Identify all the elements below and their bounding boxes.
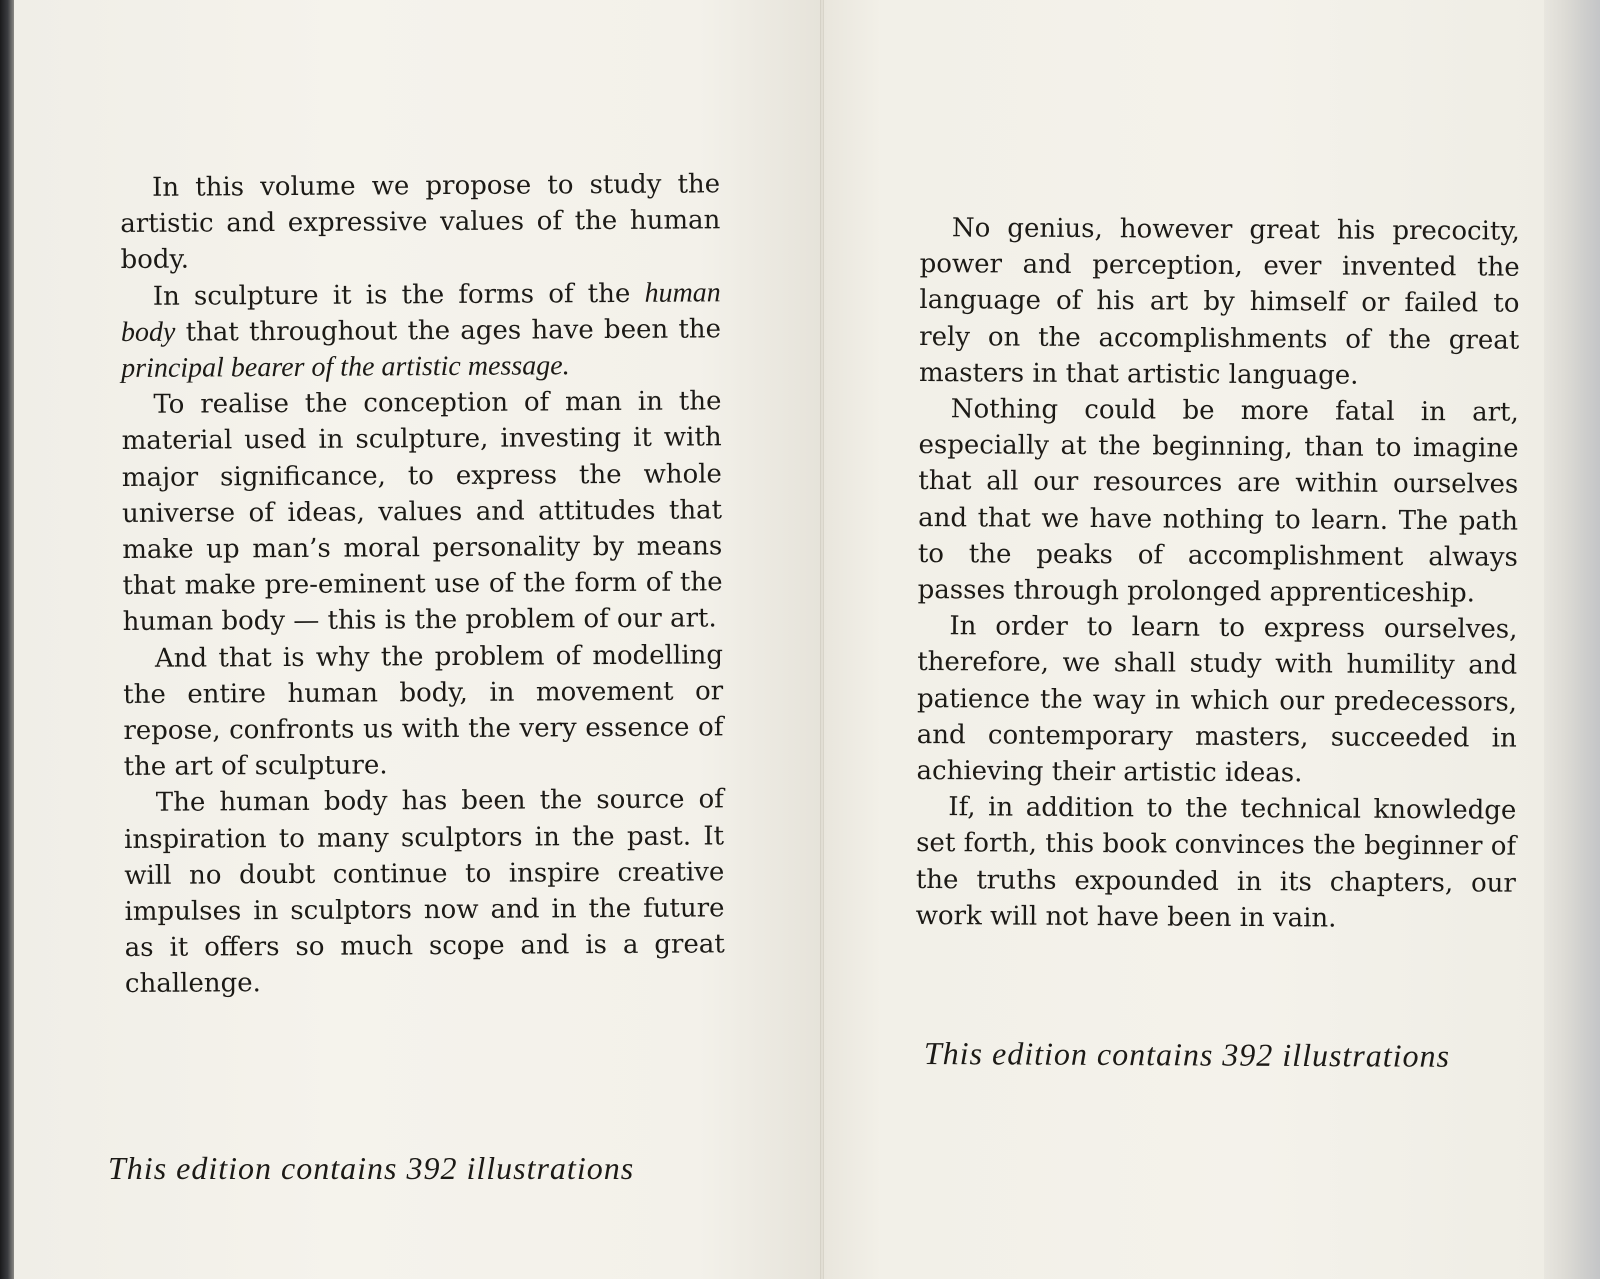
- paragraph: No genius, however great his precocity, power and perception, ever invented the language of his art by himself or failed to rely on the accomplishments of the great masters in that artistic language.: [918, 213, 1520, 391]
- right-body-text: [916, 210, 1520, 938]
- emphasis-text: human body: [120, 276, 721, 348]
- paragraph: In this volume we propose to study the artistic and expressive values of the human body.: [120, 169, 721, 276]
- right-page: [824, 0, 1544, 1279]
- paragraph: In order to learn to express ourselves, therefore, we shall study with humility and patience the way in which our predecessors, and contemporary masters, succeeded in achieving their artistic ideas.: [916, 611, 1518, 789]
- paragraph: [121, 275, 722, 387]
- emphasis-text: principal bearer of the artistic message.: [121, 350, 570, 385]
- paragraph: To realise the conception of man in the material used in sculpture, investing it with major significance, to express the whole universe of ideas, values and attitudes that make up man’s moral personality by means that make pre-eminent use of the form of the human body — this is the problem of our art.: [121, 386, 723, 638]
- paragraph: And that is why the problem of modelling the entire human body, in movement or repose, confronts us with the very essence of the art of sculpture.: [123, 639, 724, 783]
- book-cover-edge: [0, 0, 14, 1279]
- edition-note: This edition contains 392 illustrations: [108, 1150, 635, 1186]
- paragraph: Nothing could be more fatal in art, especially at the beginning, than to imagine that all our resources are within ourselves and that we have nothing to learn. The path to the peaks of accomplishment always passes through prolonged apprenticeship.: [917, 394, 1519, 609]
- paragraph-text: that throughout the ages have been the: [175, 314, 722, 348]
- book-cover-edge: [1544, 0, 1600, 1279]
- left-page: [14, 0, 820, 1279]
- left-body-text: [120, 166, 725, 1002]
- paragraph: The human body has been the source of inspiration to many sculptors in the past. It will no doubt continue to inspire creative impulses in sculptors now and in the future as it offers so much scope and is a great challenge.: [123, 784, 725, 1000]
- edition-note: This edition contains 392 illustrations: [923, 1035, 1451, 1074]
- paragraph-text: In sculpture it is the forms of the: [152, 278, 645, 312]
- paragraph: If, in addition to the technical knowledge set forth, this book convinces the beginner of the truths expounded in its chapters, our work will not have been in vain.: [915, 792, 1517, 934]
